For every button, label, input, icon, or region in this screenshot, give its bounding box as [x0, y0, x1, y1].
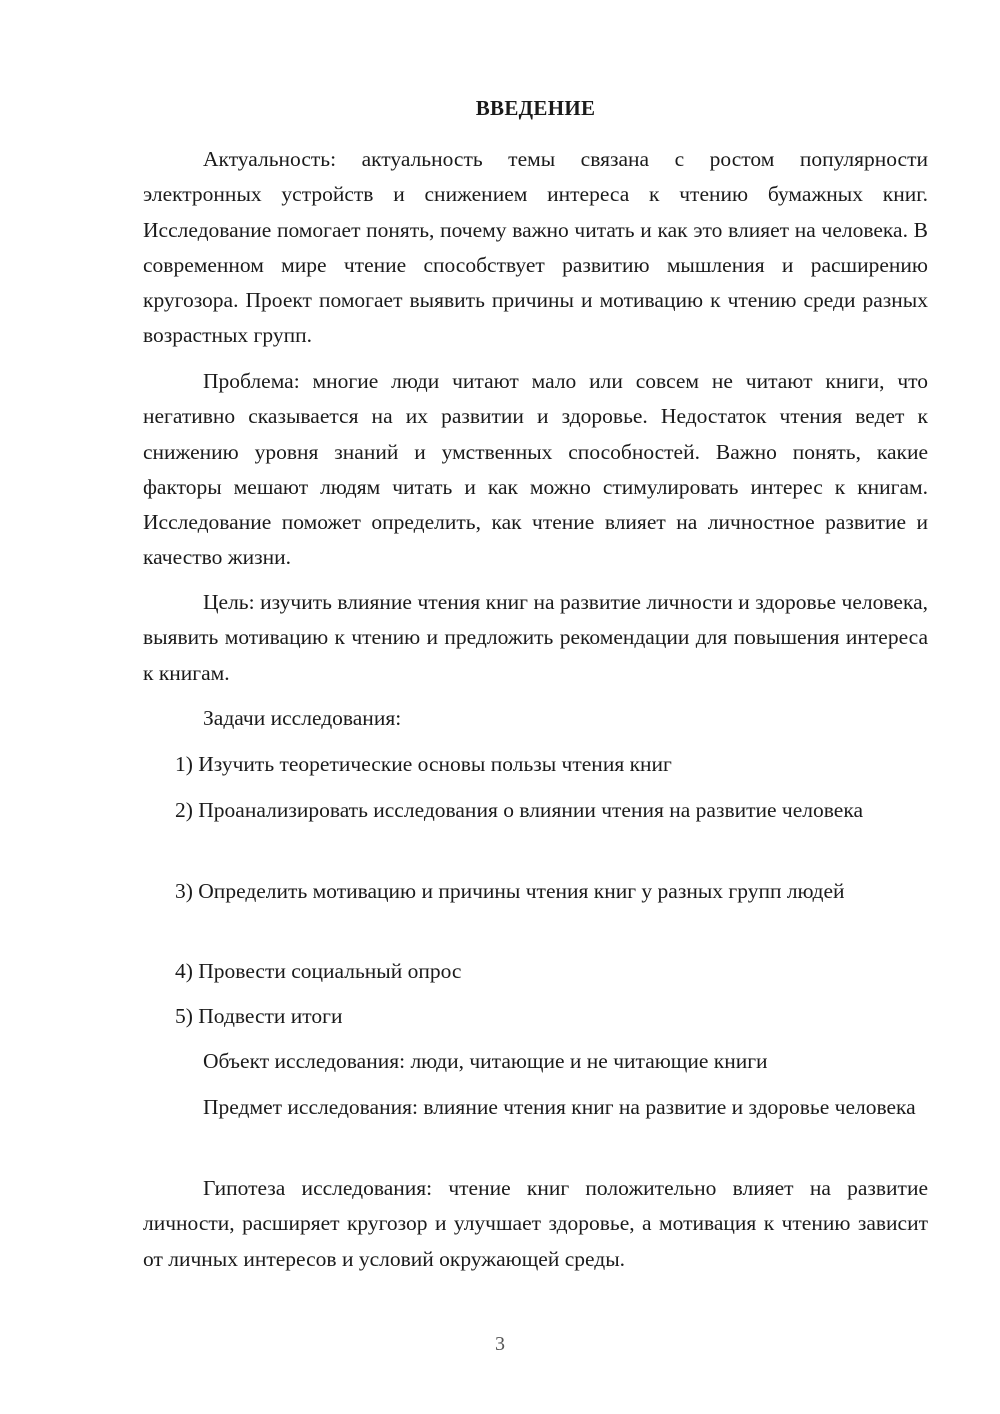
section-title: ВВЕДЕНИЕ: [475, 96, 596, 120]
paragraph-goal: Цель: изучить влияние чтения книг на развитие личности и здоровье человека, выявить мотивацию к чтению и предложить рекомендации для повышения интереса к книгам.: [143, 590, 928, 685]
paragraph-relevance: Актуальность: актуальность темы связана с ростом популярности электронных устройств и снижением интереса к чтению бумажных книг. Исследование помогает понять, почему важно читать и как это влияет на человека. В современном мире чтение способствует развитию мышления и расширению кругозора. Проект помогает выявить причины и мотивацию к чтению среди разных возрастных групп.: [143, 147, 928, 348]
paragraph-object: Объект исследования: люди, читающие и не читающие книги: [203, 1049, 768, 1073]
paragraph-problem: Проблема: многие люди читают мало или совсем не читают книги, что негативно сказывается на их развитии и здоровье. Недостаток чтения ведет к снижению уровня знаний и умственных способностей. Важно понять, какие факторы мешают людям читать и как можно стимулировать интерес к книгам. Исследование поможет определить, как чтение влияет на личностное развитие и качество жизни.: [143, 369, 928, 570]
page-number: 3: [495, 1333, 505, 1355]
paragraph-hypothesis: Гипотеза исследования: чтение книг положительно влияет на развитие личности, расширяет кругозор и улучшает здоровье, а мотивация к чтению зависит от личных интересов и условий окружающей среды.: [143, 1176, 928, 1271]
paragraph-subject: Предмет исследования: влияние чтения книг на развитие и здоровье человека: [203, 1095, 916, 1119]
task-item-3: 3) Определить мотивацию и причины чтения книг у разных групп людей: [175, 879, 845, 903]
task-item-2: 2) Проанализировать исследования о влиянии чтения на развитие человека: [175, 798, 863, 822]
task-item-1: 1) Изучить теоретические основы пользы чтения книг: [175, 752, 672, 776]
tasks-heading: Задачи исследования:: [203, 706, 402, 730]
task-item-4: 4) Провести социальный опрос: [175, 959, 462, 983]
task-item-5: 5) Подвести итоги: [175, 1004, 343, 1028]
